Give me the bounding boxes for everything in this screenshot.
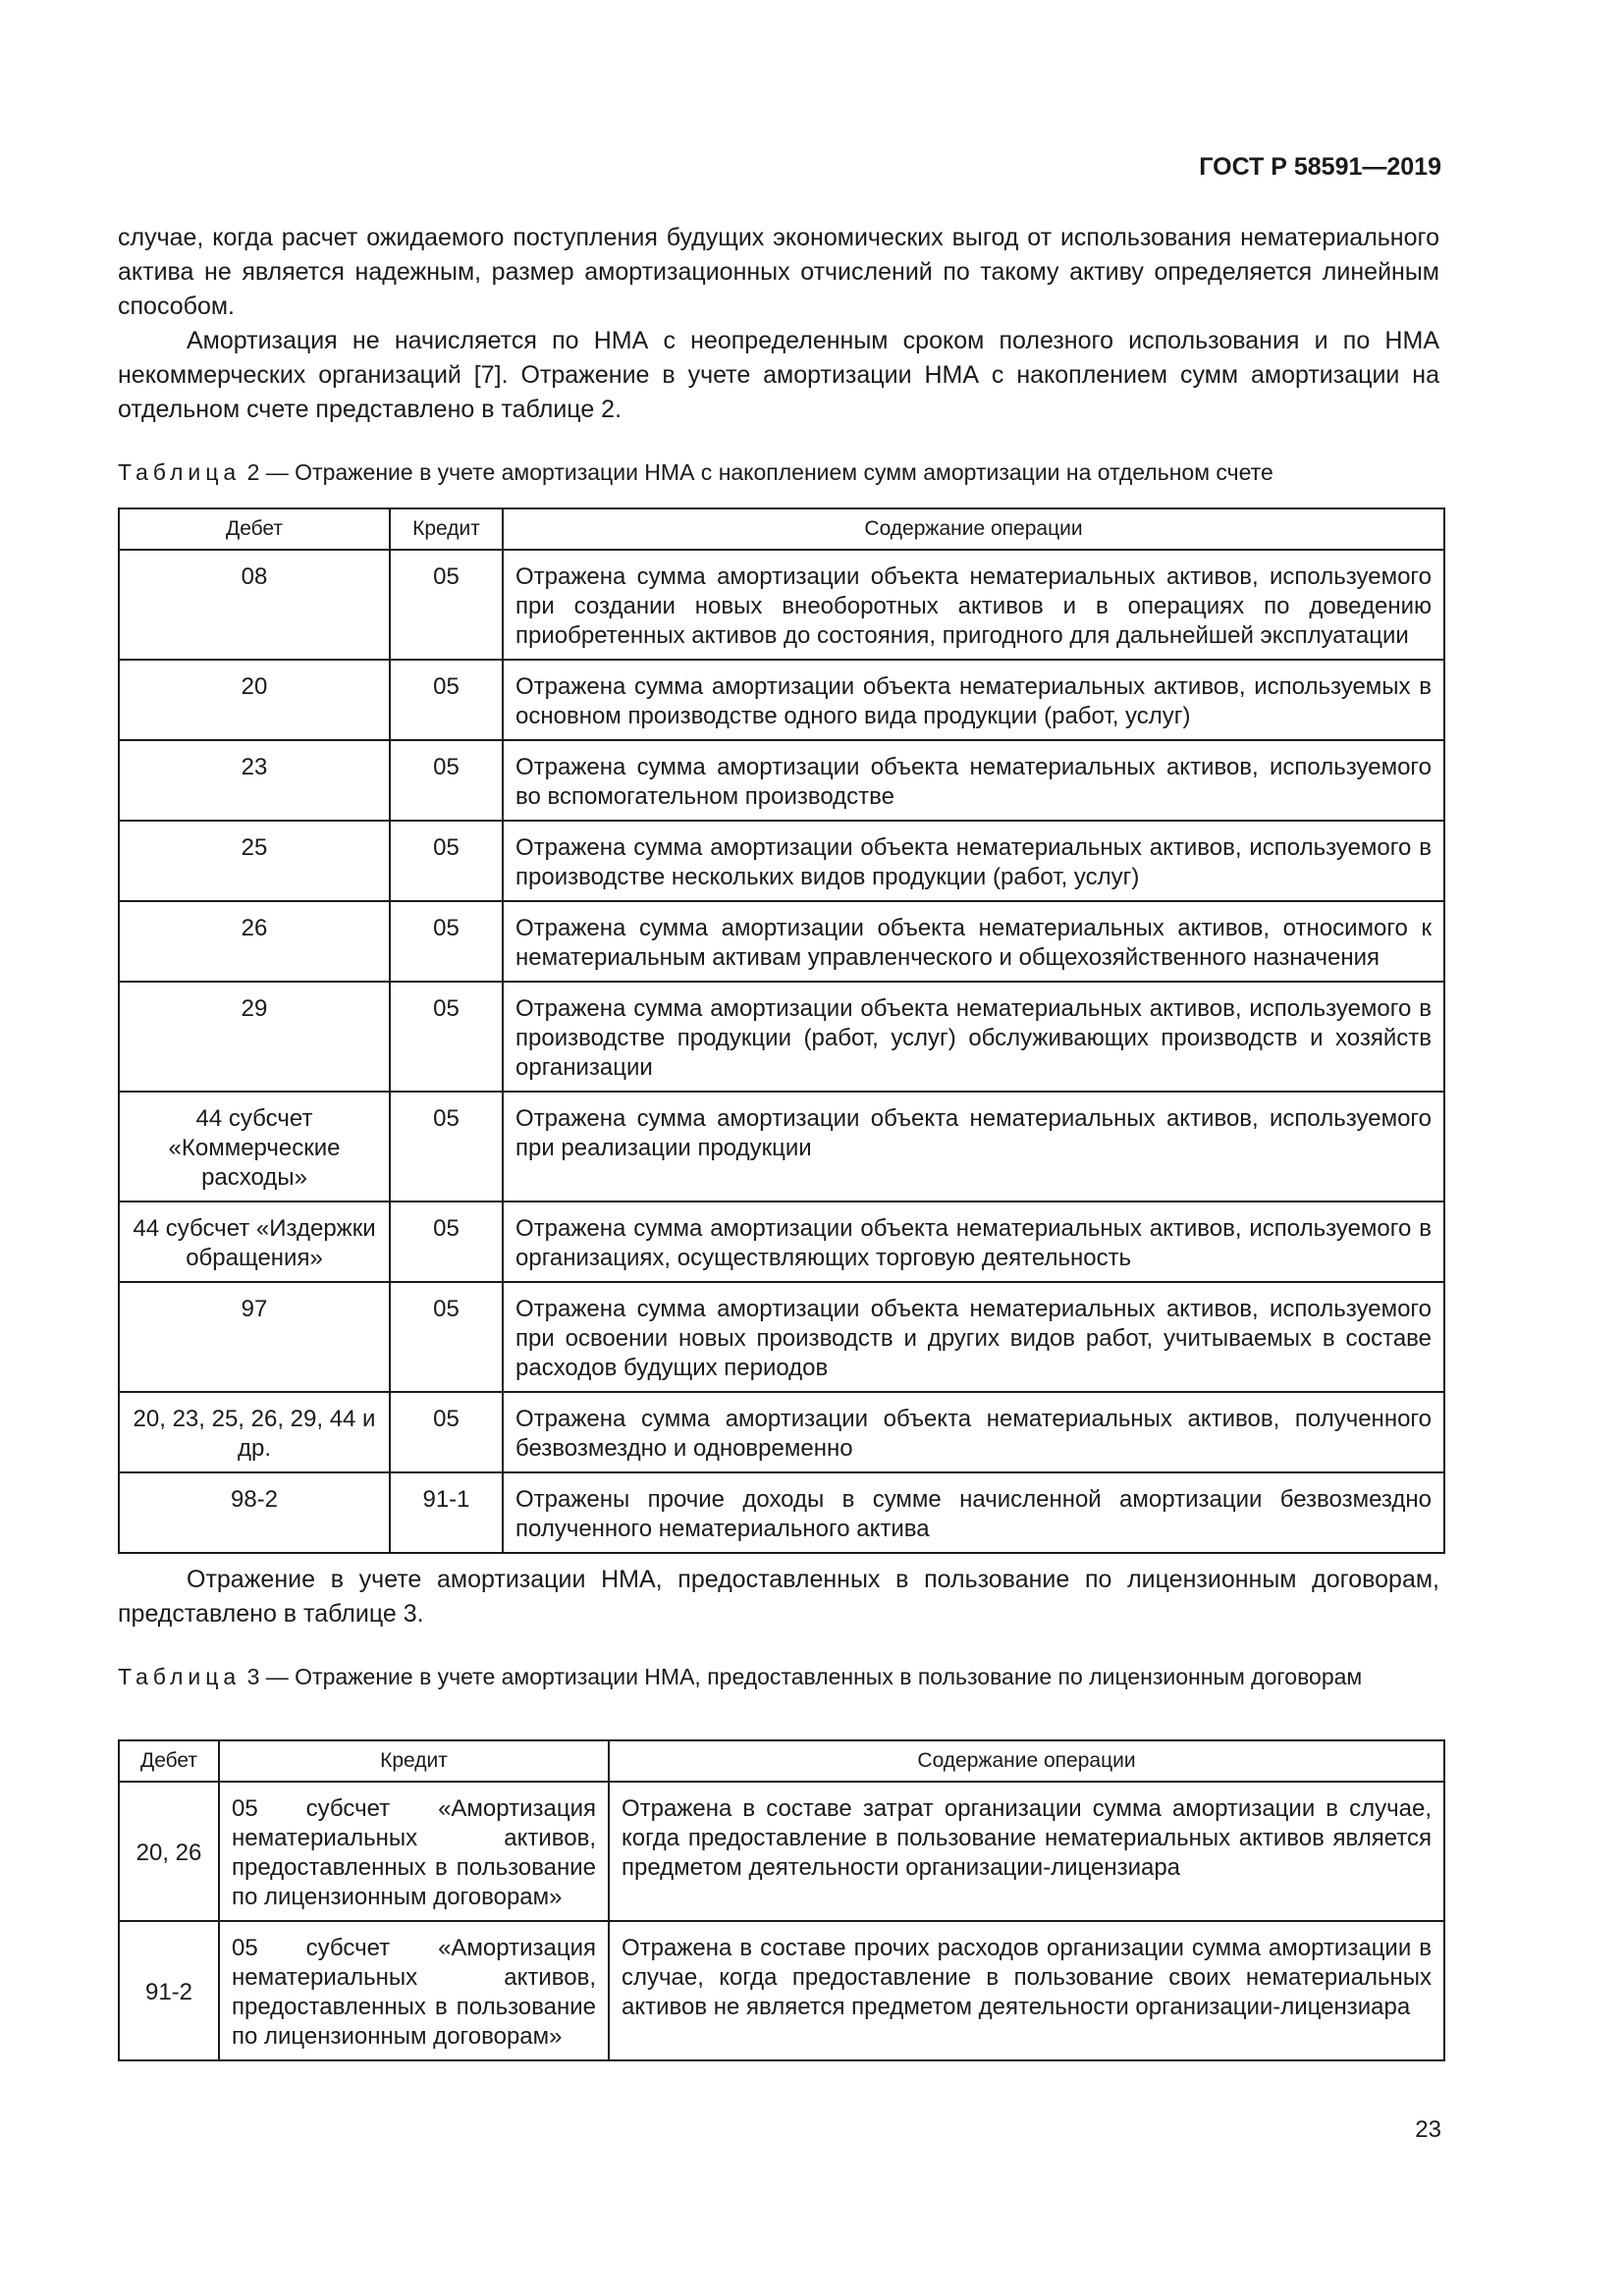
debit-cell: 08 (119, 550, 390, 660)
content-cell: Отражена сумма амортизации объекта нематериальных активов, относимого к нематериальным активам управленческого и общехозяйственного назначения (503, 901, 1444, 982)
credit-cell: 05 (390, 550, 503, 660)
content-cell: Отражена в составе затрат организации сумма амортизации в случае, когда предоставление в пользование нематериальных активов является предметом деятельности организации-лицензиара (609, 1782, 1444, 1921)
table-row (119, 982, 1444, 1092)
credit-cell: 05 субсчет «Амортизация нематериальных активов, предоставленных в пользование по лицензионным договорам» (219, 1782, 609, 1921)
table-row (119, 1392, 1444, 1472)
header-debit: Дебет (119, 508, 390, 550)
paragraph-2: Амортизация не начисляется по НМА с неопределенным сроком полезного использования и по НМА некоммерческих организаций [7]. Отражение в учете амортизации НМА с накоплением сумм амортизации на отдельном счете представлено в таблице 2. (118, 327, 1439, 423)
table-2 (118, 507, 1445, 1554)
credit-cell: 05 (390, 660, 503, 740)
table2-caption-text: 2 — Отражение в учете амортизации НМА с накоплением сумм амортизации на отдельном счете (246, 459, 1273, 485)
header-debit: Дебет (119, 1740, 219, 1782)
paragraph-1: случае, когда расчет ожидаемого поступления будущих экономических выгод от использования нематериального актива не является надежным, размер амортизационных отчислений по такому активу определяется линейным способом. (118, 224, 1439, 320)
debit-cell: 29 (119, 982, 390, 1092)
content-cell: Отражена сумма амортизации объекта нематериальных активов, используемого во вспомогательном производстве (503, 740, 1444, 821)
table3-caption-text: 3 — Отражение в учете амортизации НМА, предоставленных в пользование по лицензионным договорам (246, 1664, 1363, 1689)
credit-cell: 05 (390, 1392, 503, 1472)
credit-cell: 91-1 (390, 1472, 503, 1553)
table-row (119, 1201, 1444, 1282)
credit-cell: 05 (390, 740, 503, 821)
content-cell: Отражена сумма амортизации объекта нематериальных активов, используемых в основном производстве одного вида продукции (работ, услуг) (503, 660, 1444, 740)
table-row (119, 1472, 1444, 1553)
table-row (119, 660, 1444, 740)
credit-cell: 05 (390, 982, 503, 1092)
credit-cell: 05 (390, 1282, 503, 1392)
content-cell: Отражена сумма амортизации объекта нематериальных активов, полученного безвозмездно и одновременно (503, 1392, 1444, 1472)
debit-cell: 97 (119, 1282, 390, 1392)
debit-cell: 44 субсчет «Издержки обращения» (119, 1201, 390, 1282)
table-row (119, 1092, 1444, 1201)
header-content: Содержание операции (609, 1740, 1444, 1782)
debit-cell: 20, 23, 25, 26, 29, 44 и др. (119, 1392, 390, 1472)
table-header-row (119, 1740, 1444, 1782)
table-row (119, 901, 1444, 982)
credit-cell: 05 (390, 1201, 503, 1282)
credit-cell: 05 (390, 901, 503, 982)
content-cell: Отражена сумма амортизации объекта нематериальных активов, используемого при создании новых внеоборотных активов и в операциях по доведению приобретенных активов до состояния, пригодного для дальнейшей эксплуатации (503, 550, 1444, 660)
content-cell: Отражена сумма амортизации объекта нематериальных активов, используемого в производстве продукции (работ, услуг) обслуживающих производств и хозяйств организации (503, 982, 1444, 1092)
page-number: 23 (1415, 2116, 1441, 2143)
header-credit: Кредит (219, 1740, 609, 1782)
table2-caption (118, 457, 1439, 487)
header-content: Содержание операции (503, 508, 1444, 550)
content-cell: Отражены прочие доходы в сумме начисленной амортизации безвозмездно полученного нематериального актива (503, 1472, 1444, 1553)
content-cell: Отражена в составе прочих расходов организации сумма амортизации в случае, когда предоставление в пользование своих нематериальных активов не является предметом деятельности организации-лицензиара (609, 1921, 1444, 2060)
content-cell: Отражена сумма амортизации объекта нематериальных активов, используемого в производстве нескольких видов продукции (работ, услуг) (503, 821, 1444, 901)
credit-cell: 05 (390, 1092, 503, 1201)
debit-cell: 91-2 (119, 1921, 219, 2060)
table-3 (118, 1739, 1445, 2061)
table-row (119, 1782, 1444, 1921)
debit-cell: 98-2 (119, 1472, 390, 1553)
debit-cell: 26 (119, 901, 390, 982)
table2-caption-label: Таблица (118, 459, 242, 485)
credit-cell: 05 (390, 821, 503, 901)
table-row (119, 740, 1444, 821)
paragraph-3: Отражение в учете амортизации НМА, предоставленных в пользование по лицензионным договорам, представлено в таблице 3. (118, 1566, 1439, 1628)
debit-cell: 44 субсчет «Коммерческие расходы» (119, 1092, 390, 1201)
table3-caption-label: Таблица (118, 1664, 242, 1689)
table-header-row (119, 508, 1444, 550)
table-row (119, 550, 1444, 660)
content-cell: Отражена сумма амортизации объекта нематериальных активов, используемого при реализации продукции (503, 1092, 1444, 1201)
table3-caption (118, 1662, 1439, 1691)
table-row (119, 1921, 1444, 2060)
header-credit: Кредит (390, 508, 503, 550)
debit-cell: 25 (119, 821, 390, 901)
table-row (119, 821, 1444, 901)
debit-cell: 20, 26 (119, 1782, 219, 1921)
standard-designation: ГОСТ Р 58591—2019 (1199, 153, 1441, 181)
content-cell: Отражена сумма амортизации объекта нематериальных активов, используемого в организациях, осуществляющих торговую деятельность (503, 1201, 1444, 1282)
table-row (119, 1282, 1444, 1392)
debit-cell: 23 (119, 740, 390, 821)
credit-cell: 05 субсчет «Амортизация нематериальных активов, предоставленных в пользование по лицензионным договорам» (219, 1921, 609, 2060)
content-cell: Отражена сумма амортизации объекта нематериальных активов, используемого при освоении новых производств и других видов работ, учитываемых в составе расходов будущих периодов (503, 1282, 1444, 1392)
debit-cell: 20 (119, 660, 390, 740)
